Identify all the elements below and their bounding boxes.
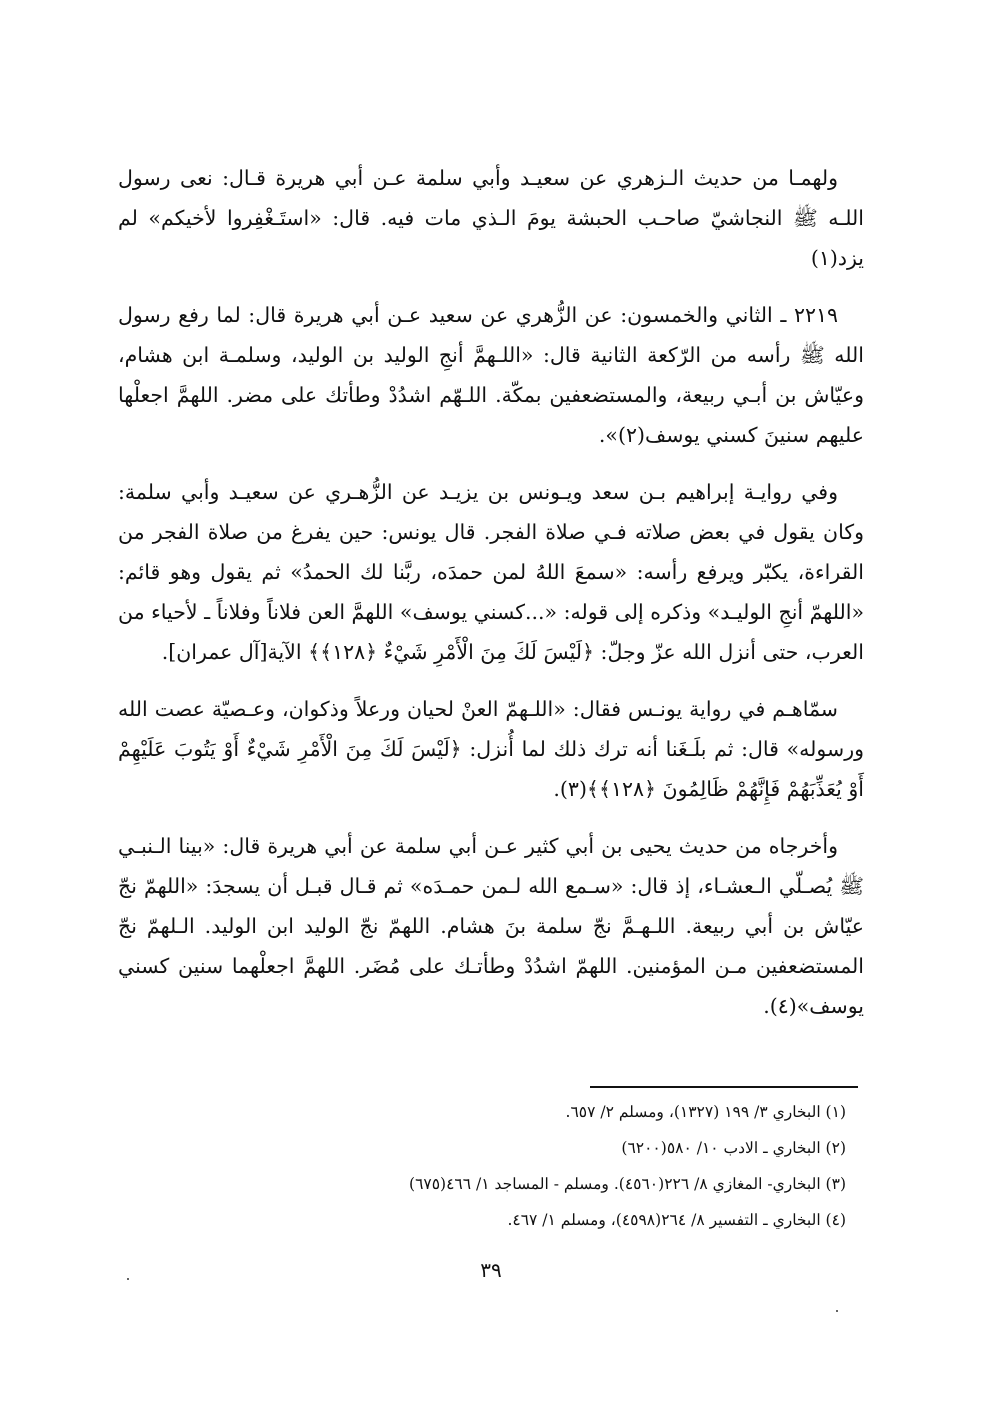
footnote-separator — [590, 1086, 858, 1088]
scan-speck — [836, 1310, 838, 1312]
paragraph-3: وفي روايـة إبراهيم بـن سعد ويـونس بن يزيـد عن الزُّهـري عن سعيـد وأبي سلمة: وكان يقول في بعض صلاته فـي صلاة الفجر. قال يونس: حين يفرغ من صلاة الفجر من القراءة، يكبّر ويرفع رأسه: «سمعَ اللهُ لمن حمدَه، ربَّنا لك الحمدُ» ثم يقول وهو قائم: «اللهمّ أنجِ الوليـد» وذكره إلى قوله: «...كسني يوسف» اللهمَّ العن فلاناً وفلاناً ـ لأحياء من العرب، حتى أنزل الله عزّ وجلّ: ﴿لَيْسَ لَكَ مِنَ الْأَمْرِ شَيْءٌ ﴿١٢٨﴾﴾ الآية[آل عمران]. — [118, 480, 864, 664]
scan-speck — [127, 1278, 129, 1280]
paragraph-1: ولهمـا من حديث الـزهري عن سعيـد وأبي سلمة عـن أبي هريرة قـال: نعى رسول اللـه ﷺ النجاشيّ صاحـب الحبشة يومَ الـذي مات فيه. قال: «استَـغْفِروا لأخيكم» لم يزد(١) — [118, 166, 864, 270]
footnote-4: (٤) البخاري ـ التفسير ٨/ ٢٦٤(٤٥٩٨)، ومسلم ١/ ٤٦٧. — [507, 1211, 846, 1229]
footnote-1: (١) البخاري ٣/ ١٩٩ (١٣٢٧)، ومسلم ٢/ ٦٥٧. — [565, 1103, 846, 1121]
footnote-2: (٢) البخاري ـ الادب ١٠/ ٥٨٠(٦٢٠٠) — [621, 1139, 846, 1157]
page-number: ٣٩ — [480, 1258, 502, 1282]
footnote-3: (٣) البخاري- المغازي ٨/ ٢٢٦(٤٥٦٠). ومسلم - المساجد ١/ ٤٦٦(٦٧٥) — [409, 1175, 846, 1193]
footnotes — [300, 1094, 846, 1238]
paragraph-5: وأخرجاه من حديث يحيى بن أبي كثير عـن أبي سلمة عن أبي هريرة قال: «بينا الـنبـي ﷺ يُصـلّي الـعشـاء، إذ قال: «سـمع الله لـمن حمـدَه» ثم قـال قبـل أن يسجدَ: «اللهمّ نجّ عيّاش بن أبي ربيعة. اللـهـمَّ نجّ سلمة بنَ هشام. اللهمّ نجّ الوليد ابن الوليد. الـلهمّ نجّ المستضعفين مـن المؤمنين. اللهمّ اشدُدْ وطأتـك على مُضَر. اللهمَّ اجعلْهما سنين كسني يوسف»(٤). — [118, 834, 864, 1018]
main-text — [118, 158, 864, 1043]
paragraph-2-hadith-2219: ٢٢١٩ ـ الثاني والخمسون: عن الزُّهري عن سعيد عـن أبي هريرة قال: لما رفع رسول الله ﷺ رأسه من الرّكعة الثانية قال: «اللـهمَّ أنجِ الوليد بن الوليد، وسلمـة ابن هشام، وعيّاش بن أبـي ربيعة، والمستضعفين بمكّة. اللـهّم اشدُدْ وطأتك على مضر. اللهمَّ اجعلْها عليهم سنينَ كسني يوسف(٢)». — [118, 303, 864, 447]
paragraph-4: سمّاهـم في رواية يونـس فقال: «اللـهمّ العنْ لحيان ورعلاً وذكوان، وعـصيّة عصت الله ورسوله» قال: ثم بلَـغَنا أنه ترك ذلك لما أُنزل: ﴿لَيْسَ لَكَ مِنَ الْأَمْرِ شَيْءٌ أَوْ يَتُوبَ عَلَيْهِمْ أَوْ يُعَذِّبَهُمْ فَإِنَّهُمْ ظَالِمُونَ ﴿١٢٨﴾﴾(٣). — [118, 697, 864, 801]
